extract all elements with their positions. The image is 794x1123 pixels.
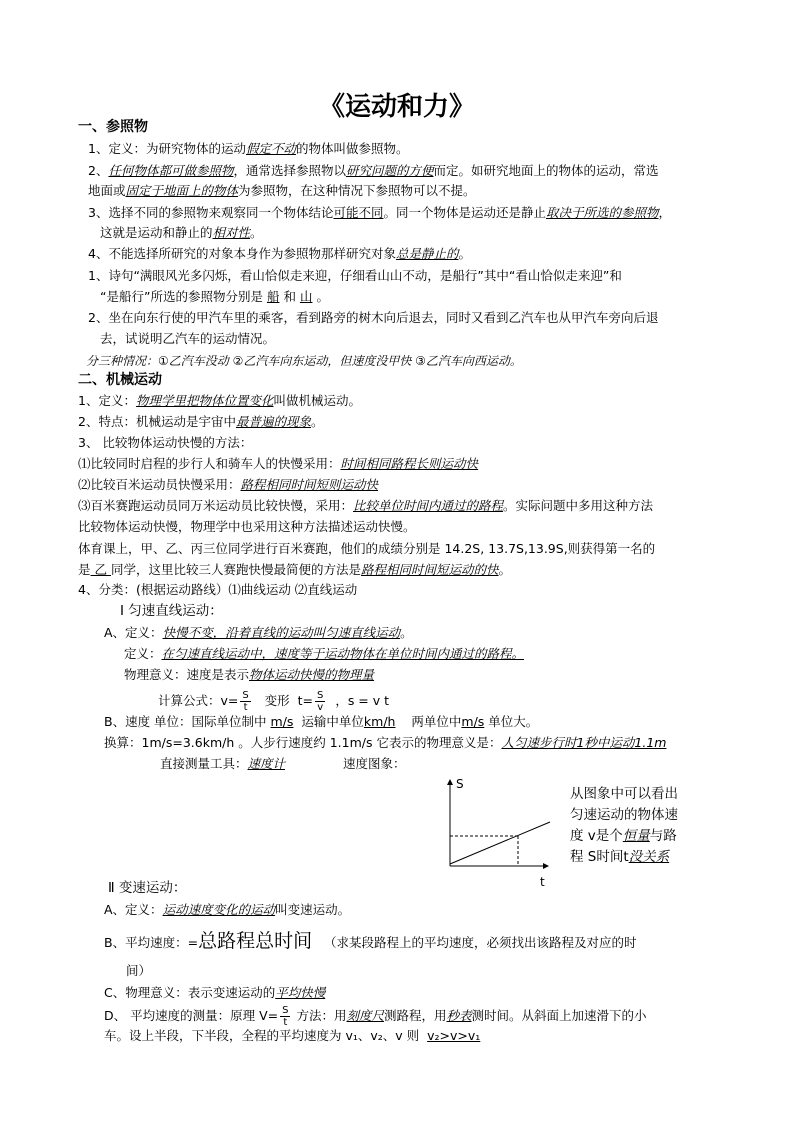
text-line: 这就是运动和静止的相对性。 [100,225,263,240]
text-line: 1、定义：为研究物体的运动假定不动的物体叫做参照物。 [88,141,409,156]
text-line: 3、选择不同的参照物来观察同一个物体结论可能不同。同一个物体是运动还是静止取决于所选的参照物， [88,205,672,220]
text-line: 4、分类：(根据运动路线）⑴曲线运动 ⑵直线运动 [78,582,358,597]
text-line: 1、定义：物理学里把物体位置变化叫做机械运动。 [78,393,361,408]
page-title: 《运动和力》 [318,92,475,122]
y-axis-label: S [456,777,464,791]
text-line: 间） [126,963,152,978]
fraction-s-over-t: $\frac{S}{t}$ [242,690,249,713]
subheading-variable: Ⅱ 变速运动： [108,880,187,896]
text-line: 去，试说明乙汽车的运动情况。 [100,331,276,346]
text-line: ⑵比较百米运动员快慢采用：路程相同时间短则运动快 [78,477,379,492]
fraction-s-over-t: $\frac{S}{t}$ [282,1005,289,1028]
distance-time-graph [436,774,558,892]
text-line: 是 乙 同学，这里比较三人赛跑快慢最简便的方法是路程相同时间短运动的快。 [78,562,512,577]
formula-line: 计算公式：v= $\frac{S}{t}$ 变形 t= $\frac{S}{v}$ ，s = v t [158,690,390,713]
text-line: 地面或固定于地面上的物体为参照物，在这种情况下参照物可以不提。 [88,183,476,198]
text-line: 定义：在匀速直线运动中，速度等于运动物体在单位时间内通过的路程。 [124,646,525,661]
text-line: B、平均速度：=总路程总时间 （求某段路程上的平均速度，必须找出该路程及对应的时 [104,930,637,952]
text-line: 车。设上半段，下半段，全程的平均速度为 v₁、v₂、v 则 v₂>v>v₁ [104,1028,481,1043]
text-line: B、速度 单位：国际单位制中 m/s 运输中单位km/h 两单位中m/s 单位大。 [104,714,539,729]
section-heading-reference: 一、参照物 [78,119,148,135]
text-line: 2、坐在向东行使的甲汽车里的乘客，看到路旁的树木向后退去，同时又看到乙汽车也从甲汽车旁向后退 [88,310,659,325]
uniform-line [450,822,550,864]
section-heading-mechanical: 二、机械运动 [78,372,162,388]
text-line: A、定义：运动速度变化的运动叫变速运动。 [104,902,351,917]
graph-note: 从图象中可以看出 匀速运动的物体速 度 v是个恒量与路 程 S时间t没关系 [570,786,678,865]
text-line: “是船行”所选的参照物分别是 船 和 山 。 [100,289,329,304]
answer-line: 分三种情况：①乙汽车没动 ②乙汽车向东运动，但速度没甲快 ③乙汽车向西运动。 [86,354,522,368]
x-axis-label: t [540,875,545,889]
text-line: A、定义：快慢不变，沿着直线的运动叫匀速直线运动。 [104,625,413,640]
text-line: 4、不能选择所研究的对象本身作为参照物那样研究对象总是静止的。 [88,246,471,261]
text-line: ⑶百米赛跑运动员同万米运动员比较快慢，采用：比较单位时间内通过的路程。实际问题中多用这种方法 [78,498,654,513]
text-line: ⑴比较同时启程的步行人和骑车人的快慢采用：时间相同路程长则运动快 [78,456,479,471]
text-line: 1、诗句“满眼风光多闪烁，看山恰似走来迎，仔细看山山不动，是船行”其中“看山恰似走来迎”和 [88,268,622,283]
text-line: 物理意义：速度是表示物体运动快慢的物理量 [124,667,375,682]
text-line: 直接测量工具：速度计 速度图象： [160,756,406,771]
text-line: 比较物体运动快慢，物理学中也采用这种方法描述运动快慢。 [78,519,416,534]
text-line: D、 平均速度的测量：原理 V= $\frac{S}{t}$ 方法：用刻度尺测路程，用秒表测时间。从斜面上加速滑下的小 [104,1005,647,1028]
text-line: 3、 比较物体运动快慢的方法： [78,435,253,450]
text-line: 体育课上，甲、乙、丙三位同学进行百米赛跑，他们的成绩分别是 14.2S, 13.7S,13.9S,则获得第一名的 [78,541,656,556]
text-line: C、物理意义：表示变速运动的平均快慢 [104,985,326,1000]
text-line: 换算：1m/s=3.6km/h 。人步行速度约 1.1m/s 它表示的物理意义是：人匀速步行时1秒中运动1.1m [104,735,667,750]
text-line: 2、任何物体都可做参照物，通常选择参照物以研究问题的方便而定。如研究地面上的物体的运动，常选 [88,163,659,178]
fraction-s-over-v: $\frac{S}{v}$ [317,690,324,713]
subheading-uniform: Ⅰ 匀速直线运动： [120,603,223,619]
text-line: 2、特点：机械运动是宇宙中最普遍的现象。 [78,414,324,429]
